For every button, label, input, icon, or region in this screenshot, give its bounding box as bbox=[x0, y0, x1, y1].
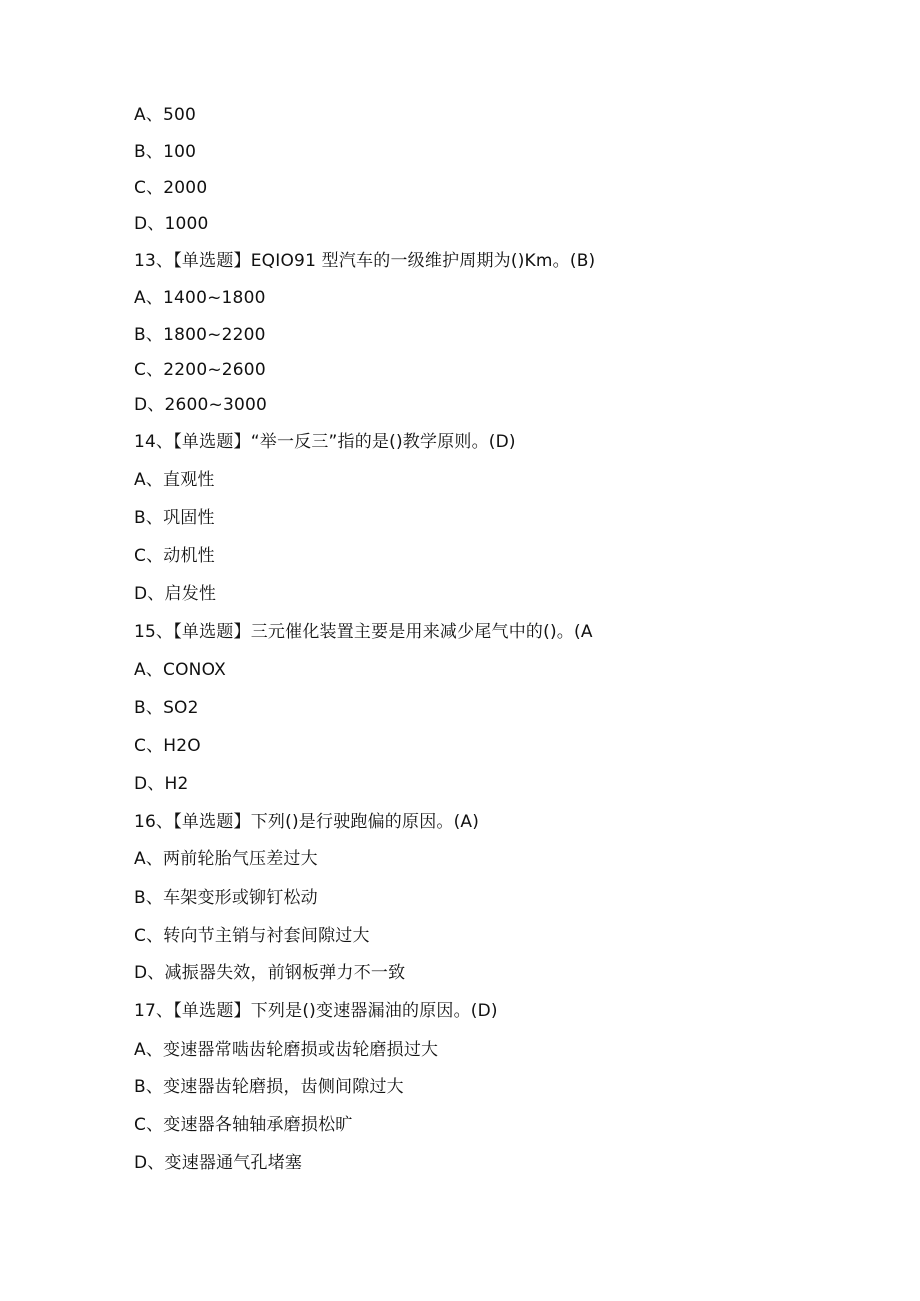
option-line: C、转向节主销与衬套间隙过大 bbox=[134, 926, 370, 946]
option-line: B、100 bbox=[134, 142, 197, 162]
question-13: 13、【单选题】EQIO91 型汽车的一级维护周期为()Km。(B) bbox=[134, 251, 596, 271]
question-16: 16、【单选题】下列()是行驶跑偏的原因。(A) bbox=[134, 812, 480, 832]
option-line: B、巩固性 bbox=[134, 508, 215, 528]
option-line: D、1000 bbox=[134, 214, 209, 234]
option-line: D、H2 bbox=[134, 774, 189, 794]
option-line: C、H2O bbox=[134, 736, 201, 756]
option-line: A、直观性 bbox=[134, 470, 215, 490]
option-line: A、CONOX bbox=[134, 660, 226, 680]
option-line: B、1800~2200 bbox=[134, 325, 266, 345]
option-line: D、2600~3000 bbox=[134, 395, 268, 415]
option-line: C、2200~2600 bbox=[134, 360, 266, 380]
option-line: D、启发性 bbox=[134, 584, 217, 604]
question-15: 15、【单选题】三元催化装置主要是用来减少尾气中的()。(A bbox=[134, 622, 593, 642]
option-line: B、SO2 bbox=[134, 698, 199, 718]
option-line: B、车架变形或铆钉松动 bbox=[134, 888, 318, 908]
question-17: 17、【单选题】下列是()变速器漏油的原因。(D) bbox=[134, 1001, 498, 1021]
option-line: C、变速器各轴轴承磨损松旷 bbox=[134, 1115, 353, 1135]
option-line: A、500 bbox=[134, 105, 197, 125]
option-line: A、变速器常啮齿轮磨损或齿轮磨损过大 bbox=[134, 1040, 439, 1060]
option-line: C、动机性 bbox=[134, 546, 215, 566]
option-line: A、两前轮胎气压差过大 bbox=[134, 849, 318, 869]
option-line: C、2000 bbox=[134, 178, 208, 198]
option-line: D、变速器通气孔堵塞 bbox=[134, 1153, 303, 1173]
option-line: D、减振器失效，前钢板弹力不一致 bbox=[134, 963, 406, 983]
question-14: 14、【单选题】“举一反三”指的是()教学原则。(D) bbox=[134, 432, 516, 452]
option-line: B、变速器齿轮磨损，齿侧间隙过大 bbox=[134, 1077, 404, 1097]
option-line: A、1400~1800 bbox=[134, 288, 266, 308]
